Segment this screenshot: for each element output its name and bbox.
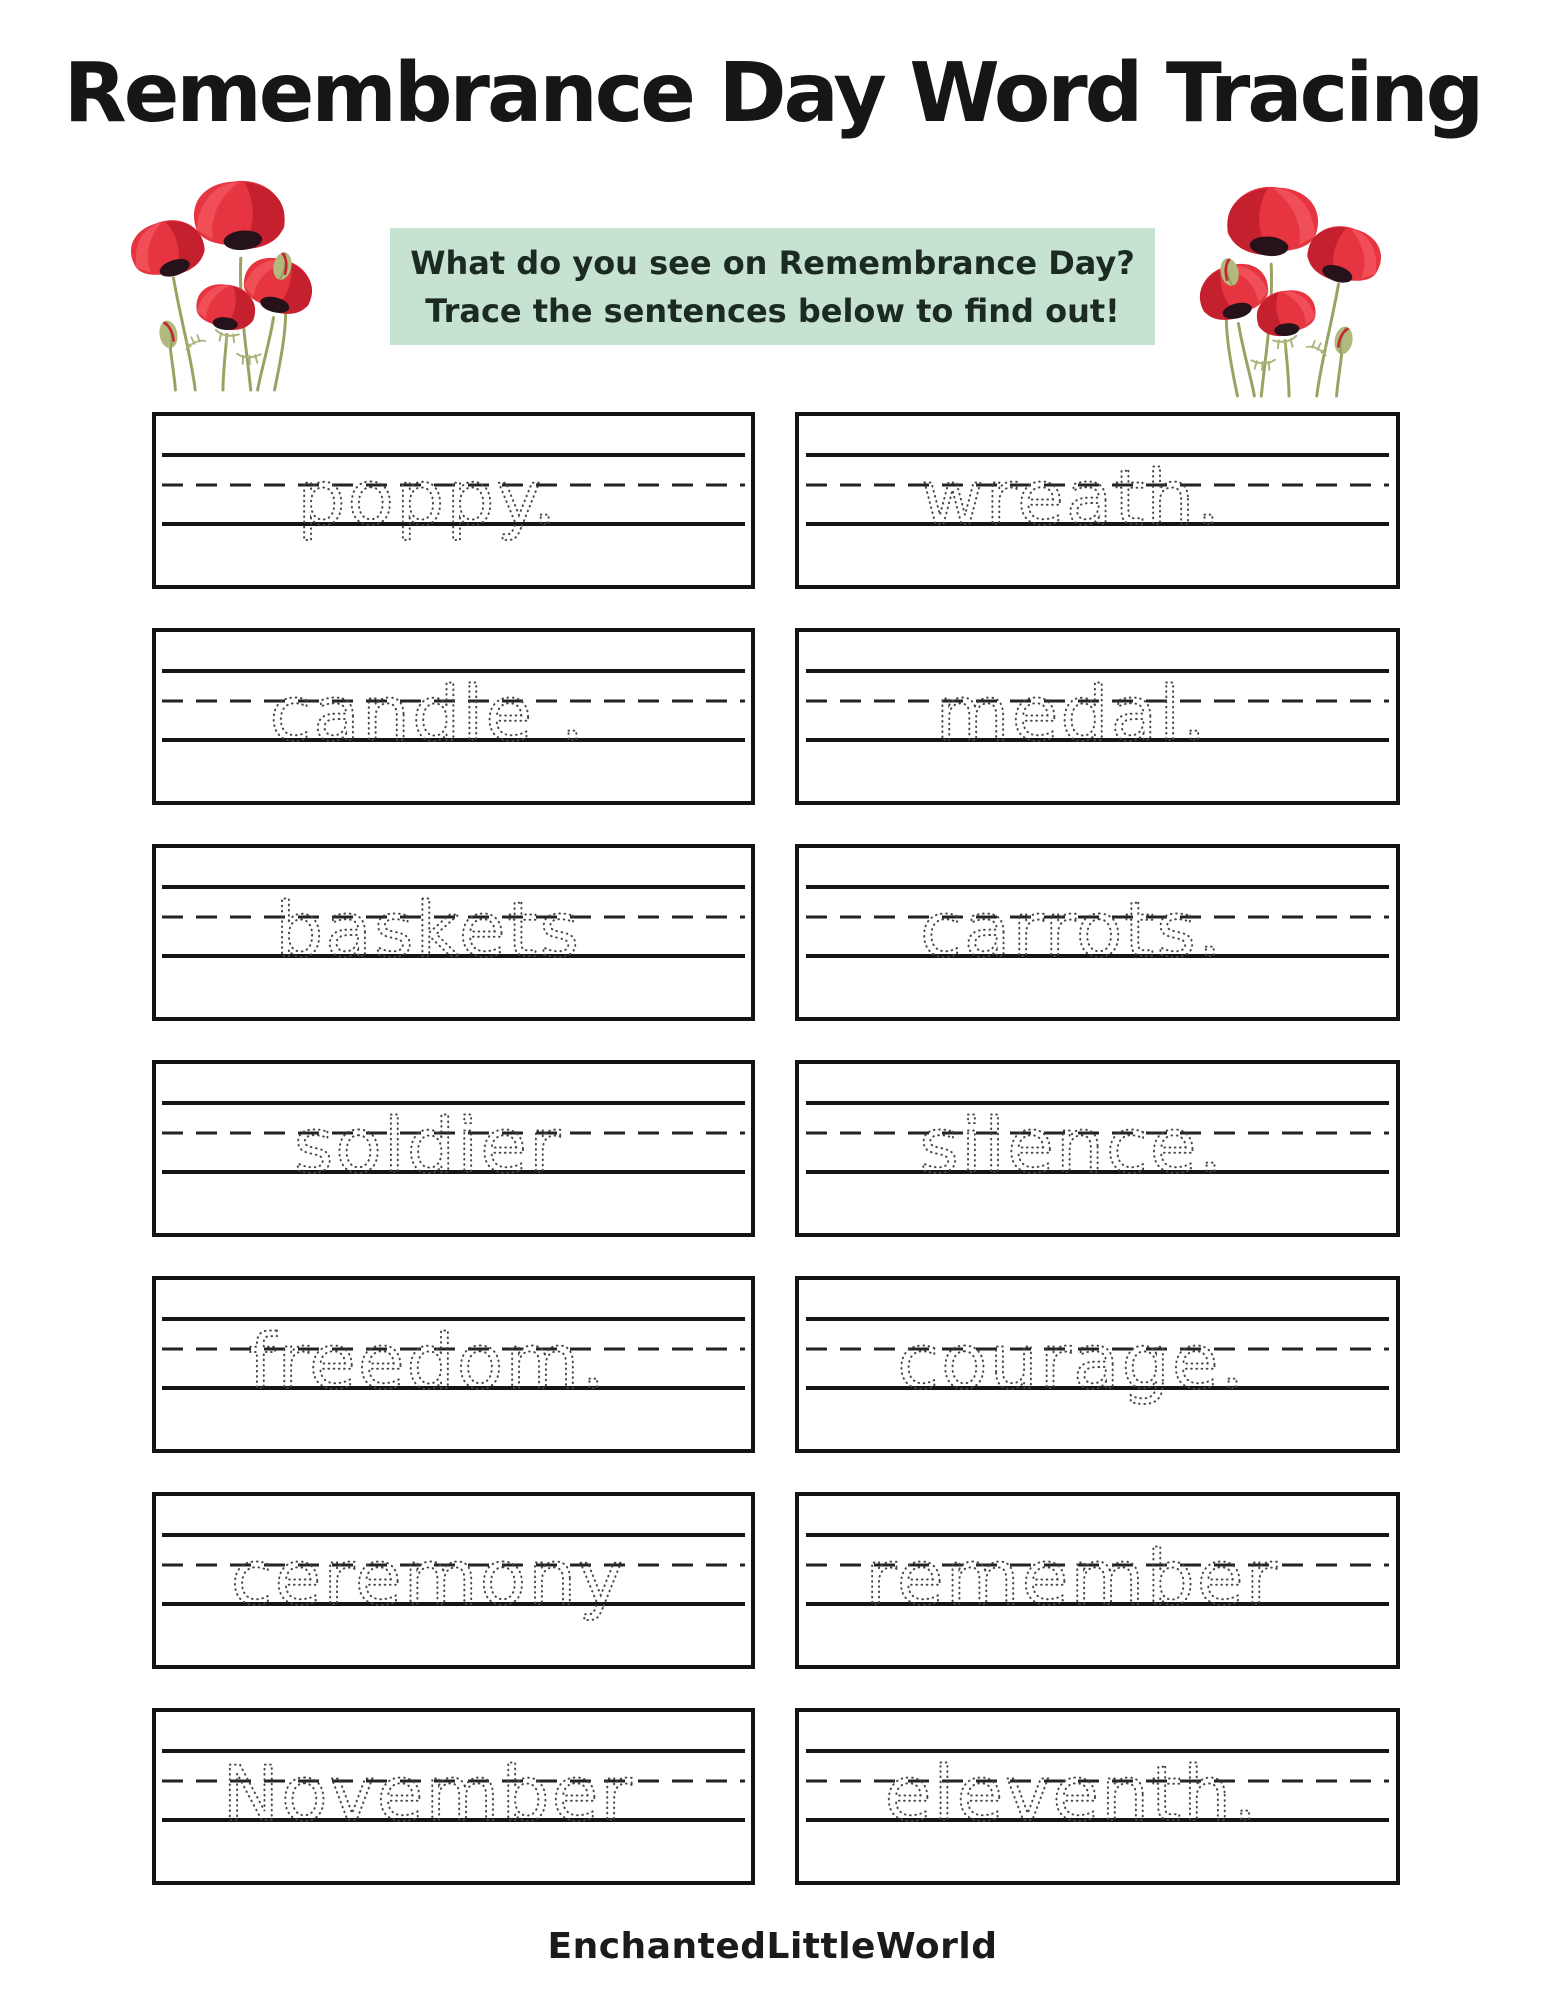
trace-word: remember xyxy=(865,1533,1279,1622)
trace-box xyxy=(152,1276,755,1453)
writing-lines xyxy=(799,848,1396,1017)
writing-lines xyxy=(156,848,751,1017)
instruction-banner xyxy=(390,228,1155,345)
trace-box xyxy=(152,628,755,805)
writing-lines xyxy=(799,632,1396,801)
writing-lines xyxy=(156,1712,751,1881)
instruction-line-1: What do you see on Remembrance Day? xyxy=(410,243,1135,282)
trace-word: freedom. xyxy=(248,1317,608,1406)
trace-box xyxy=(152,1060,755,1237)
writing-lines xyxy=(156,1280,751,1449)
trace-box xyxy=(795,1492,1400,1669)
trace-word: carrots. xyxy=(920,885,1224,974)
trace-word: courage. xyxy=(897,1317,1247,1406)
trace-word: eleventh. xyxy=(884,1749,1260,1838)
writing-lines xyxy=(156,416,751,585)
trace-box xyxy=(152,412,755,589)
page-title: Remembrance Day Word Tracing xyxy=(63,46,1482,141)
trace-box xyxy=(795,628,1400,805)
trace-box xyxy=(795,1060,1400,1237)
instruction-line-2: Trace the sentences below to find out! xyxy=(425,291,1120,330)
trace-word: silence. xyxy=(919,1101,1225,1190)
trace-word: soldier xyxy=(293,1101,563,1190)
writing-lines xyxy=(156,1064,751,1233)
trace-word: baskets xyxy=(275,885,581,974)
writing-lines xyxy=(156,1496,751,1665)
writing-lines xyxy=(799,416,1396,585)
trace-word: poppy. xyxy=(297,453,559,542)
poppy-flowers-icon xyxy=(1182,170,1400,400)
writing-lines xyxy=(156,632,751,801)
trace-box xyxy=(152,1492,755,1669)
writing-lines xyxy=(799,1496,1396,1665)
trace-box xyxy=(795,412,1400,589)
trace-word: medal. xyxy=(935,669,1209,758)
poppy-flowers-icon xyxy=(112,164,330,394)
trace-box xyxy=(152,844,755,1021)
trace-word: wreath. xyxy=(921,453,1223,542)
trace-box xyxy=(795,844,1400,1021)
trace-word: ceremony xyxy=(230,1533,626,1622)
trace-box xyxy=(795,1276,1400,1453)
writing-lines xyxy=(799,1280,1396,1449)
trace-word: candle . xyxy=(269,669,587,758)
brand-footer: EnchantedLittleWorld xyxy=(547,1926,998,1967)
tracing-grid xyxy=(152,412,1400,1885)
writing-lines xyxy=(799,1712,1396,1881)
trace-box xyxy=(795,1708,1400,1885)
trace-word: November xyxy=(222,1749,634,1838)
writing-lines xyxy=(799,1064,1396,1233)
trace-box xyxy=(152,1708,755,1885)
